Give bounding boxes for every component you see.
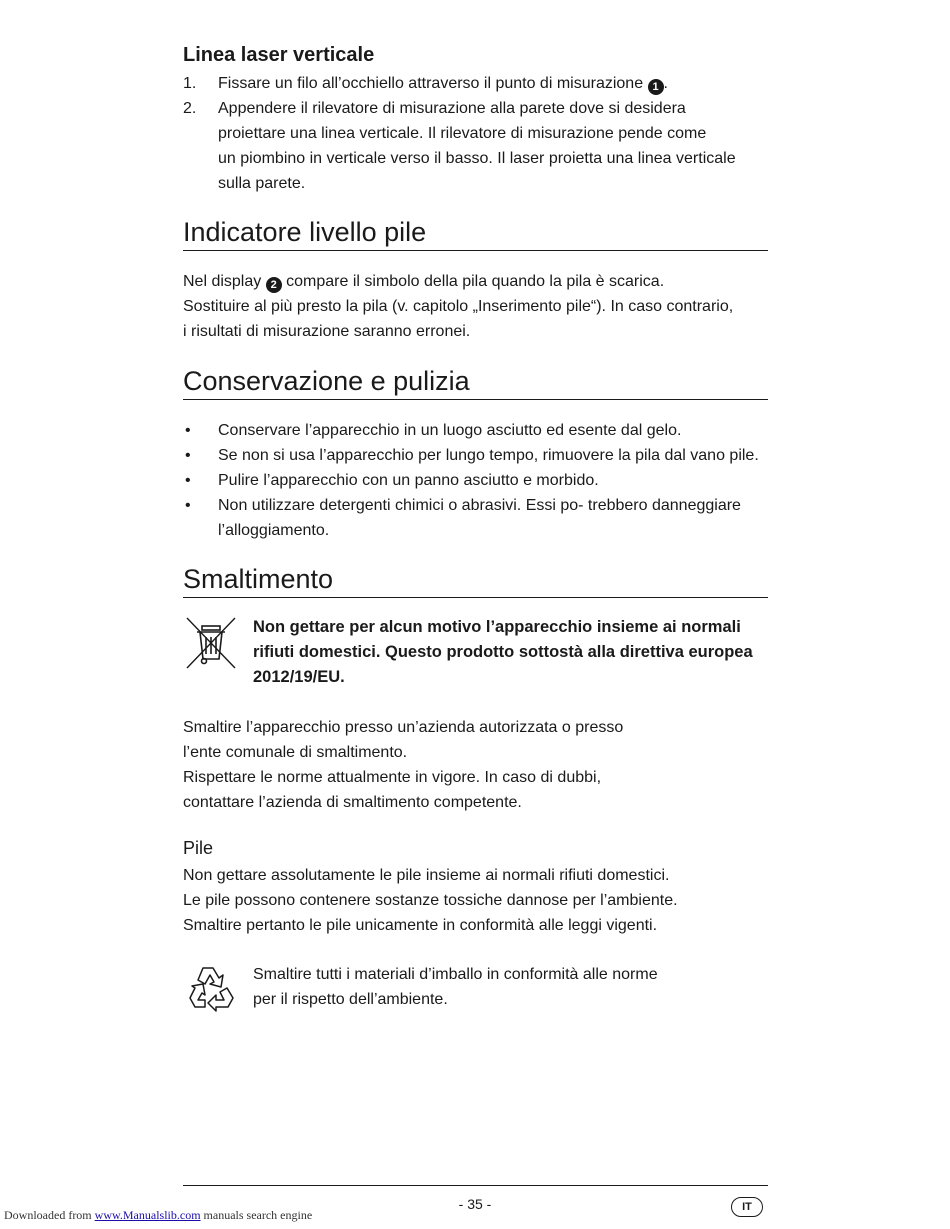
list-item: • Se non si usa l’apparecchio per lungo tempo, rimuovere la pila dal vano pile. [183, 443, 783, 468]
heading-storage-cleaning: Conservazione e pulizia [183, 365, 768, 400]
paragraph-line: Rispettare le norme attualmente in vigore. In caso di dubbi, [183, 769, 602, 786]
list-item-text: Fissare un filo all’occhiello attraverso il punto di misurazione [218, 75, 648, 92]
numbered-list [183, 71, 783, 196]
download-note [4, 1208, 312, 1223]
subheading-batteries: Pile [183, 838, 214, 858]
recycling-icon [183, 962, 239, 1021]
heading-disposal: Smaltimento [183, 563, 768, 598]
reference-marker-1: 1 [648, 79, 664, 95]
paragraph-line: Sostituire al più presto la pila (v. capitolo „Inserimento pile“). In caso contrario, [183, 298, 734, 315]
list-number: 1. [183, 75, 197, 92]
footer-divider [183, 1185, 768, 1186]
paragraph-line: l’ente comunale di smaltimento. [183, 744, 408, 761]
paragraph-line: contattare l’azienda di smaltimento competente. [183, 794, 522, 811]
paragraph-line: Nel display 2 compare il simbolo della pila quando la pila è scarica. [183, 273, 665, 291]
list-item-line: Appendere il rilevatore di misurazione alla parete dove si desidera [218, 100, 686, 117]
list-item-text-end: . [663, 75, 668, 92]
page-number: - 35 - [458, 1196, 492, 1212]
language-badge: IT [731, 1197, 763, 1217]
list-item-line: un piombino in verticale verso il basso. Il laser proietta una linea verticale [218, 150, 736, 167]
batteries-paragraph [183, 863, 783, 938]
paragraph-line: Smaltire tutti i materiali d’imballo in conformità alle norme [253, 966, 658, 983]
bullet-list [183, 418, 783, 543]
recycle-note [253, 962, 773, 1012]
bullet-icon: • [185, 447, 191, 464]
download-prefix: Downloaded from [4, 1208, 95, 1222]
list-item-line: proiettare una linea verticale. Il rilevatore di misurazione pende come [218, 125, 707, 142]
warning-line: Non gettare per alcun motivo l’apparecchio insieme ai normali [253, 618, 741, 636]
disposal-paragraph [183, 715, 783, 815]
list-item-line: sulla parete. [218, 175, 306, 192]
bullet-icon: • [185, 472, 191, 489]
paragraph-line: Smaltire l’apparecchio presso un’azienda autorizzata o presso [183, 719, 624, 736]
list-item: • Pulire l’apparecchio con un panno asciutto e morbido. [183, 468, 783, 493]
subheading-vertical-laser-line: Linea laser verticale [183, 44, 375, 66]
reference-marker-2: 2 [266, 277, 282, 293]
heading-battery-indicator: Indicatore livello pile [183, 216, 768, 251]
list-item [183, 96, 783, 196]
battery-paragraph [183, 269, 783, 344]
list-item-continuation: l’alloggiamento. [218, 522, 330, 539]
bullet-icon: • [185, 422, 191, 439]
paragraph-line: Non gettare assolutamente le pile insieme ai normali rifiuti domestici. [183, 867, 670, 884]
paragraph-line: Le pile possono contenere sostanze tossiche dannose per l’ambiente. [183, 892, 678, 909]
list-number: 2. [183, 100, 197, 117]
paragraph-line: i risultati di misurazione saranno erronei. [183, 323, 471, 340]
disposal-warning [253, 615, 773, 690]
list-item [183, 71, 783, 96]
crossed-out-wheelie-bin-icon [183, 615, 239, 676]
paragraph-line: Smaltire pertanto le pile unicamente in conformità alle leggi vigenti. [183, 917, 658, 934]
bullet-icon: • [185, 497, 191, 514]
list-item: • Non utilizzare detergenti chimici o abrasivi. Essi po- trebbero danneggiare l’alloggiamento. [183, 493, 783, 543]
paragraph-line: per il rispetto dell’ambiente. [253, 991, 448, 1008]
list-item: • Conservare l’apparecchio in un luogo asciutto ed esente dal gelo. [183, 418, 783, 443]
download-suffix: manuals search engine [200, 1208, 313, 1222]
manualslib-link[interactable]: www.Manualslib.com [94, 1208, 201, 1222]
warning-line: 2012/19/EU. [253, 668, 345, 686]
warning-line: rifiuti domestici. Questo prodotto sottostà alla direttiva europea [253, 643, 753, 661]
